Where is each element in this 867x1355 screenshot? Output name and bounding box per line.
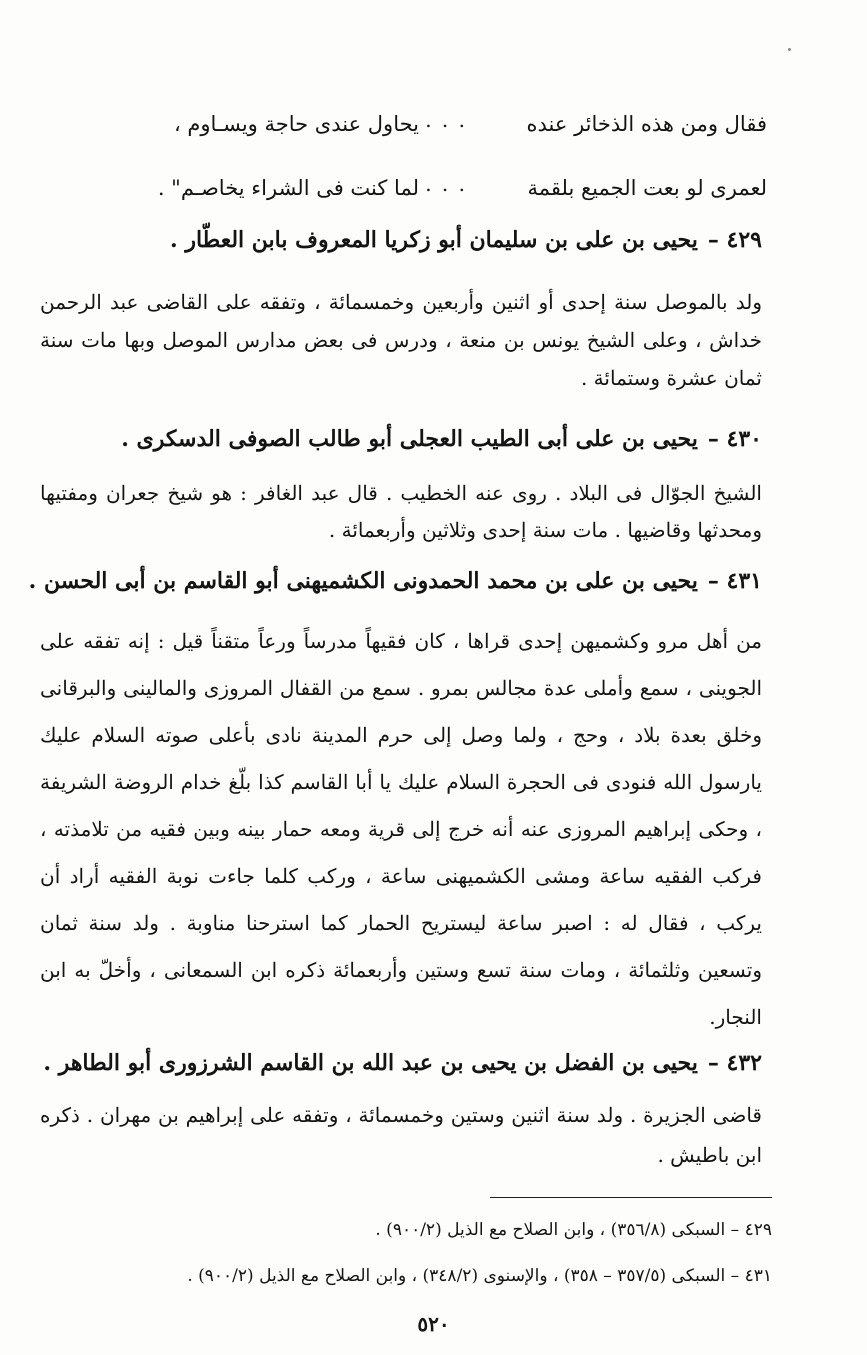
entry-body: ولد بالموصل سنة إحدى أو اثنين وأربعين وخمسمائة ، وتفقه على القاضى عبد الرحمن خداش ، وعلى الشيخ يونس بن منعة ، ودرس فى بعض مدارس الموصل وبها مات سنة ثمان عشرة وستمائة . [40, 290, 762, 390]
verse-hemistich: لعمرى لو بعت الجميع بلقمة [527, 176, 767, 200]
entry-heading [28, 568, 762, 594]
footnote-rule [490, 1197, 772, 1198]
verse-hemistich: يحاول عندى حاجة ويسـاوم ، [173, 112, 419, 136]
footnote: ٤٢٩ – السبكى (٣٥٦/٨) ، وابن الصلاح مع الذيل (٩٠٠/٢) . [375, 1220, 772, 1240]
verse-line [77, 108, 767, 146]
verse-line [77, 172, 767, 210]
entry-body: الشيخ الجوّال فى البلاد . روى عنه الخطيب . قال عبد الغافر : هو شيخ جعران ومفتيها ومحدثها وقاضيها . مات سنة إحدى وثلاثين وأربعمائة . [40, 481, 762, 542]
entry-heading [40, 227, 762, 253]
verse-hemistich: فقال ومن هذه الذخائر عنده [526, 112, 767, 136]
entry-number: ٤٢٩ – [707, 227, 762, 253]
entry-body: من أهل مرو وكشميهن إحدى قراها ، كان فقيهاً مدرساً ورعاً متقناً قيل : إنه تفقه على الجوينى ، سمع وأملى عدة مجالس بمرو . سمع من القفال المروزى والمالينى والبرقانى وخلق بعدة بلاد ، وحج ، ولما وصل إلى حرم المدينة نادى بأعلى صوته السلام عليك يارسول الله فنودى فى الحجرة السلام عليك يا أبا القاسم كذا بلّغ خدام الروضة الشريفة ، وحكى إبراهيم المروزى عنه أنه خرج إلى قرية ومعه حمار بينه وبين فقيه من تلامذته ، فركب الفقيه ساعة ومشى الكشميهنى ساعة ، وركب كلما جاءت نوبة الفقيه أراد أن يركب ، فقال له : اصبر ساعة ليستريح الحمار كما استرحنا مناوبة . ولد سنة ثمان وتسعين وثلثمائة ، ومات سنة تسع وستين وأربعمائة ذكره ابن السمعانى ، وأخلّ به ابن النجار. [40, 629, 763, 1029]
verse-separator: . . . [425, 108, 467, 132]
page-number: ٥٢٠ [417, 1312, 450, 1336]
entry-title: يحيى بن على بن سليمان أبو زكريا المعروف بابن العطّار . [170, 227, 698, 253]
entry-number: ٤٣٢ – [707, 1050, 762, 1076]
footnote: ٤٣١ – السبكى (٣٥٧/٥ – ٣٥٨) ، والإسنوى (٣٤٨/٢) ، وابن الصلاح مع الذيل (٩٠٠/٢) . [187, 1266, 772, 1286]
entry-title: يحيى بن على أبى الطيب العجلى أبو طالب الصوفى الدسكرى . [121, 426, 698, 452]
scan-speck [788, 48, 791, 51]
entry-title: يحيى بن على بن محمد الحمدونى الكشميهنى أبو القاسم بن أبى الحسن . [28, 568, 698, 594]
entry-number: ٤٣١ – [707, 568, 762, 594]
entry-body: قاضى الجزيرة . ولد سنة اثنين وستين وخمسمائة ، وتفقه على إبراهيم بن مهران . ذكره ابن باطيش . [40, 1103, 762, 1167]
entry-number: ٤٣٠ – [707, 426, 762, 452]
verse-separator: . . . [425, 172, 467, 196]
entry-title: يحيى بن الفضل بن يحيى بن عبد الله بن القاسم الشرزورى أبو الطاهر . [43, 1050, 698, 1076]
entry-heading [40, 1050, 762, 1076]
entry-heading [40, 426, 762, 452]
verse-hemistich: لما كنت فى الشراء يخاصـم" . [157, 176, 419, 200]
